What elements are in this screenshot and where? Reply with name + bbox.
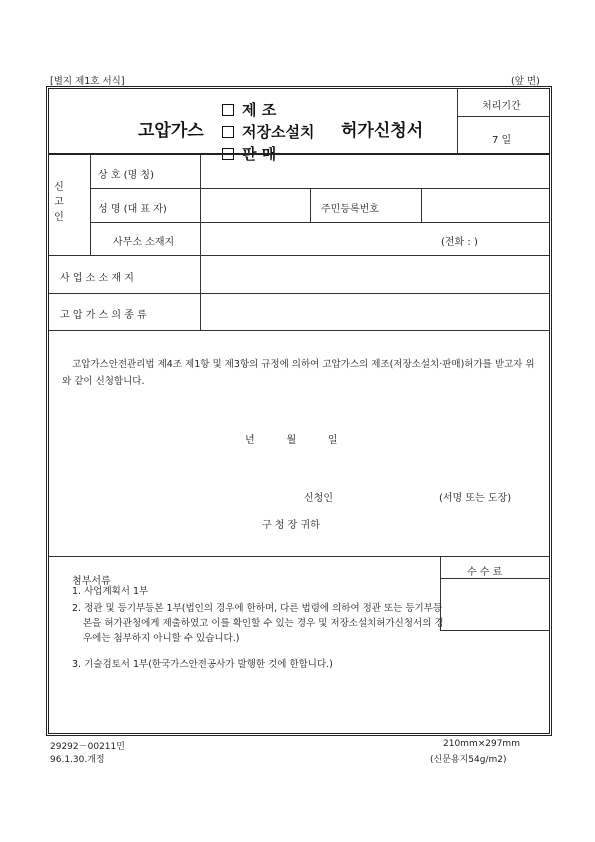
title-option-storage: 저장소설치 — [222, 121, 314, 142]
attachment-item: 1. 사업계획서 1부 — [72, 586, 149, 597]
processing-mid-line — [457, 116, 549, 117]
title-right: 허가신청서 — [341, 121, 424, 141]
processing-value: 7 일 — [492, 135, 512, 146]
attachment-item: 3. 기술검토서 1부(한국가스안전공사가 발행한 것에 한합니다.) — [72, 659, 333, 670]
business-name-field[interactable] — [201, 156, 548, 187]
office-address-field[interactable] — [201, 223, 441, 254]
revision-date: 96.1.30.개정 — [50, 755, 105, 765]
workplace-address-field[interactable] — [201, 256, 548, 292]
fee-bottom-line — [440, 630, 549, 631]
form-code: 29292－00211민 — [50, 742, 125, 752]
applicant-group-label: 신 고 인 — [54, 182, 64, 223]
recipient: 구 청 장 귀하 — [262, 520, 320, 531]
date-line: 년 월 일 — [245, 435, 338, 446]
title-bottom-line — [49, 153, 549, 155]
office-address-label: 사무소 소재지 — [113, 237, 175, 248]
fee-label: 수 수 료 — [467, 567, 503, 578]
workplace-address-label: 사 업 소 소 재 지 — [60, 273, 134, 284]
checkbox-manufacture[interactable] — [222, 104, 234, 116]
attachment-item: 2. 정관 및 등기부등본 1부(법인의 경우에 한하며, 다른 법령에 의하여 정관 또는 등기부등본을 허가관청에게 제출하였고 이를 확인할 수 있는 경우 및 저장소설치허가신청서의 경우에는 첨부하지 아니할 수 있습니다.) — [72, 603, 444, 644]
business-name-label: 상 호 (명 칭) — [98, 170, 154, 181]
applicant-group-divider — [90, 155, 91, 255]
paper-size: 210mm×297mm — [443, 739, 520, 749]
representative-field[interactable] — [201, 189, 309, 221]
gas-type-field[interactable] — [201, 294, 548, 329]
side-label: (앞 면) — [511, 76, 540, 87]
application-statement: 고압가스안전관리법 제4조 제1항 및 제3항의 규정에 의하여 고압가스의 제조(저장소설치·판매)허가를 받고자 위와 같이 신청합니다. — [62, 359, 535, 387]
title-option-sale: 판 매 — [222, 143, 276, 164]
phone-label: (전화 : ) — [441, 237, 478, 248]
paper-type: (신문용지54g/m2) — [430, 755, 507, 765]
attachment-top-line — [49, 556, 549, 557]
processing-label: 처리기간 — [482, 101, 521, 112]
fee-field[interactable] — [441, 579, 548, 629]
row-line-5 — [49, 330, 549, 331]
applicant-sign-label: 신청인 — [304, 493, 333, 504]
resident-label-left-line — [310, 188, 311, 222]
attachments-title: 첨부서류 — [72, 576, 111, 587]
title-left: 고압가스 — [138, 121, 204, 141]
form-label: [별지 제1호 서식] — [50, 76, 125, 87]
processing-divider — [457, 89, 458, 154]
resident-number-label: 주민등록번호 — [321, 204, 379, 215]
resident-number-field[interactable] — [422, 189, 548, 221]
representative-label: 성 명 (대 표 자) — [98, 204, 167, 215]
title-option-sale-clip — [222, 143, 277, 163]
checkbox-storage[interactable] — [222, 126, 234, 138]
gas-type-label: 고 압 가 스 의 종 류 — [60, 310, 147, 321]
title-option-manufacture: 제 조 — [222, 99, 276, 120]
sign-note: (서명 또는 도장) — [439, 493, 512, 504]
